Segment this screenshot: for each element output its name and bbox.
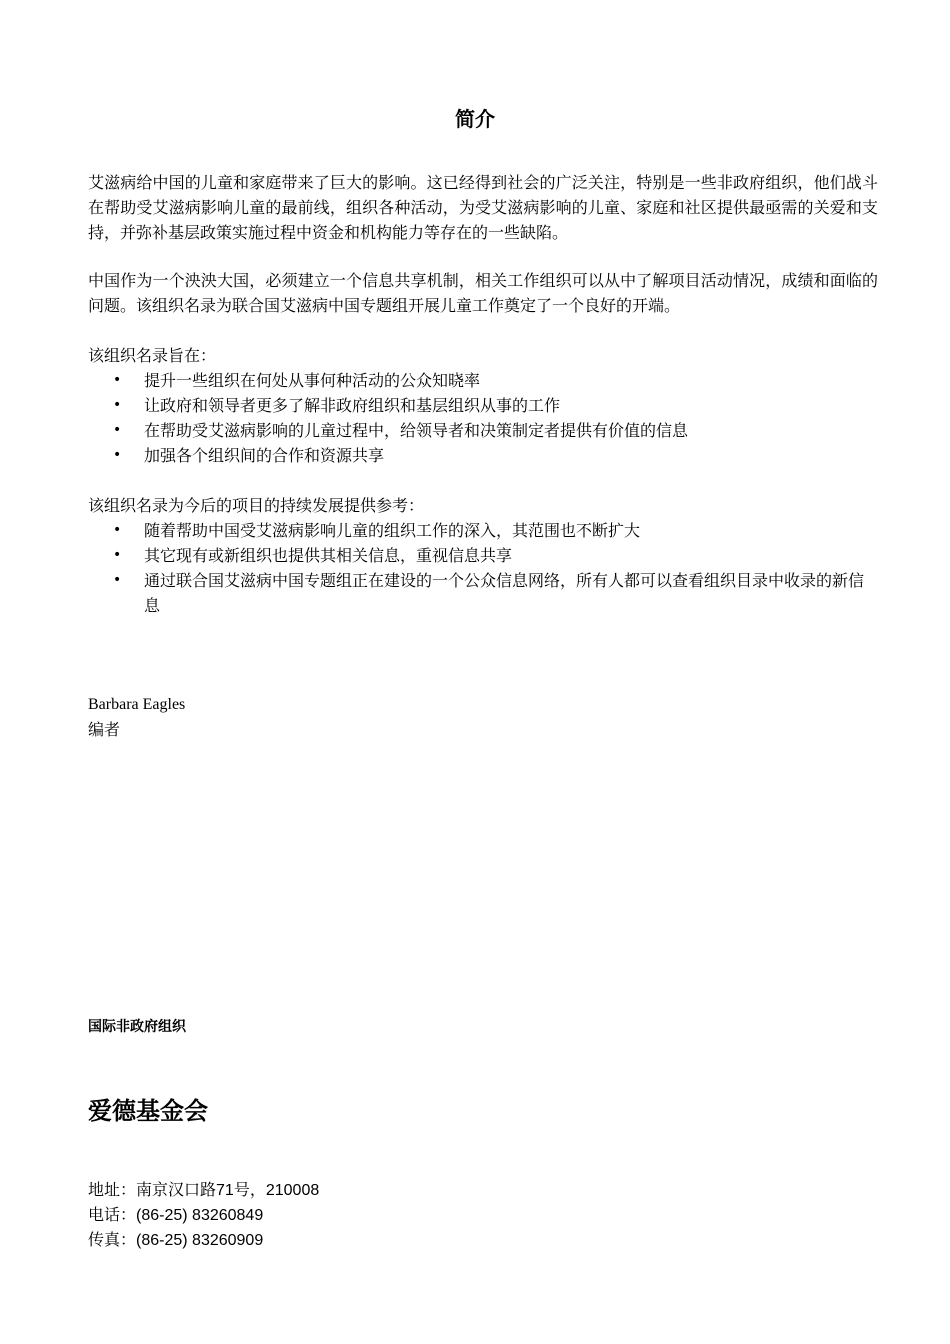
bullet-icon: • bbox=[113, 572, 122, 588]
address-label: 地址： bbox=[88, 1180, 137, 1199]
page-title: 简介 bbox=[455, 107, 495, 131]
bullet-icon: • bbox=[113, 422, 122, 438]
phone-label: 电话： bbox=[88, 1205, 137, 1224]
address-postcode: 210008 bbox=[265, 1182, 320, 1199]
list-item-text: 在帮助受艾滋病影响的儿童过程中，给领导者和决策制定者提供有价值的信息 bbox=[144, 421, 689, 440]
list-item-text: 让政府和领导者更多了解非政府组织和基层组织从事的工作 bbox=[144, 396, 561, 415]
fax-line bbox=[88, 1227, 788, 1253]
reference-intro: 该组织名录为今后的项目的持续发展提供参考： bbox=[88, 496, 425, 515]
bullet-icon: • bbox=[113, 447, 122, 463]
phone-number: (86-25) 83260849 bbox=[136, 1207, 264, 1224]
list-item bbox=[88, 393, 878, 418]
intro-paragraph-1: 艾滋病给中国的儿童和家庭带来了巨大的影响。这已经得到社会的广泛关注，特别是一些非政府组织，他们战斗在帮助受艾滋病影响儿童的最前线，组织各种活动，为受艾滋病影响的儿童、家庭和社区提供最亟需的关爱和支持，并弥补基层政策实施过程中资金和机构能力等存在的一些缺陷。 bbox=[88, 173, 878, 242]
organization-name: 爱德基金会 bbox=[88, 1097, 208, 1125]
fax-label: 传真： bbox=[88, 1230, 137, 1249]
list-item bbox=[88, 418, 878, 443]
list-item bbox=[88, 368, 878, 393]
fax-number: (86-25) 83260909 bbox=[136, 1232, 264, 1249]
aims-intro: 该组织名录旨在： bbox=[88, 346, 217, 365]
bullet-icon: • bbox=[113, 522, 122, 538]
bullet-icon: • bbox=[113, 397, 122, 413]
list-item-text: 其它现有或新组织也提供其相关信息，重视信息共享 bbox=[144, 546, 513, 565]
list-item bbox=[88, 568, 878, 618]
list-item bbox=[88, 518, 878, 543]
list-item bbox=[88, 543, 878, 568]
list-item-text: 加强各个组织间的合作和资源共享 bbox=[144, 446, 385, 465]
aims-list bbox=[88, 368, 878, 468]
address-number: 71 bbox=[216, 1182, 234, 1199]
list-item bbox=[88, 443, 878, 468]
list-item-text: 提升一些组织在何处从事何种活动的公众知晓率 bbox=[144, 371, 481, 390]
address-street: 南京汉口路 bbox=[136, 1180, 217, 1199]
list-item-text: 随着帮助中国受艾滋病影响儿童的组织工作的深入，其范围也不断扩大 bbox=[144, 521, 641, 540]
phone-line bbox=[88, 1202, 788, 1228]
reference-list bbox=[88, 518, 878, 618]
intro-paragraph-2: 中国作为一个泱泱大国，必须建立一个信息共享机制，相关工作组织可以从中了解项目活动情况，成绩和面临的问题。该组织名录为联合国艾滋病中国专题组开展儿童工作奠定了一个良好的开端。 bbox=[88, 271, 878, 315]
signature-role: 编者 bbox=[88, 720, 121, 739]
address-unit: 号， bbox=[233, 1180, 266, 1199]
organization-category: 国际非政府组织 bbox=[88, 1019, 186, 1035]
bullet-icon: • bbox=[113, 547, 122, 563]
list-item-text: 通过联合国艾滋病中国专题组正在建设的一个公众信息网络，所有人都可以查看组织目录中收录的新信息 bbox=[144, 571, 865, 615]
signature-name: Barbara Eagles bbox=[88, 696, 186, 713]
bullet-icon: • bbox=[113, 372, 122, 388]
address-line bbox=[88, 1177, 788, 1203]
